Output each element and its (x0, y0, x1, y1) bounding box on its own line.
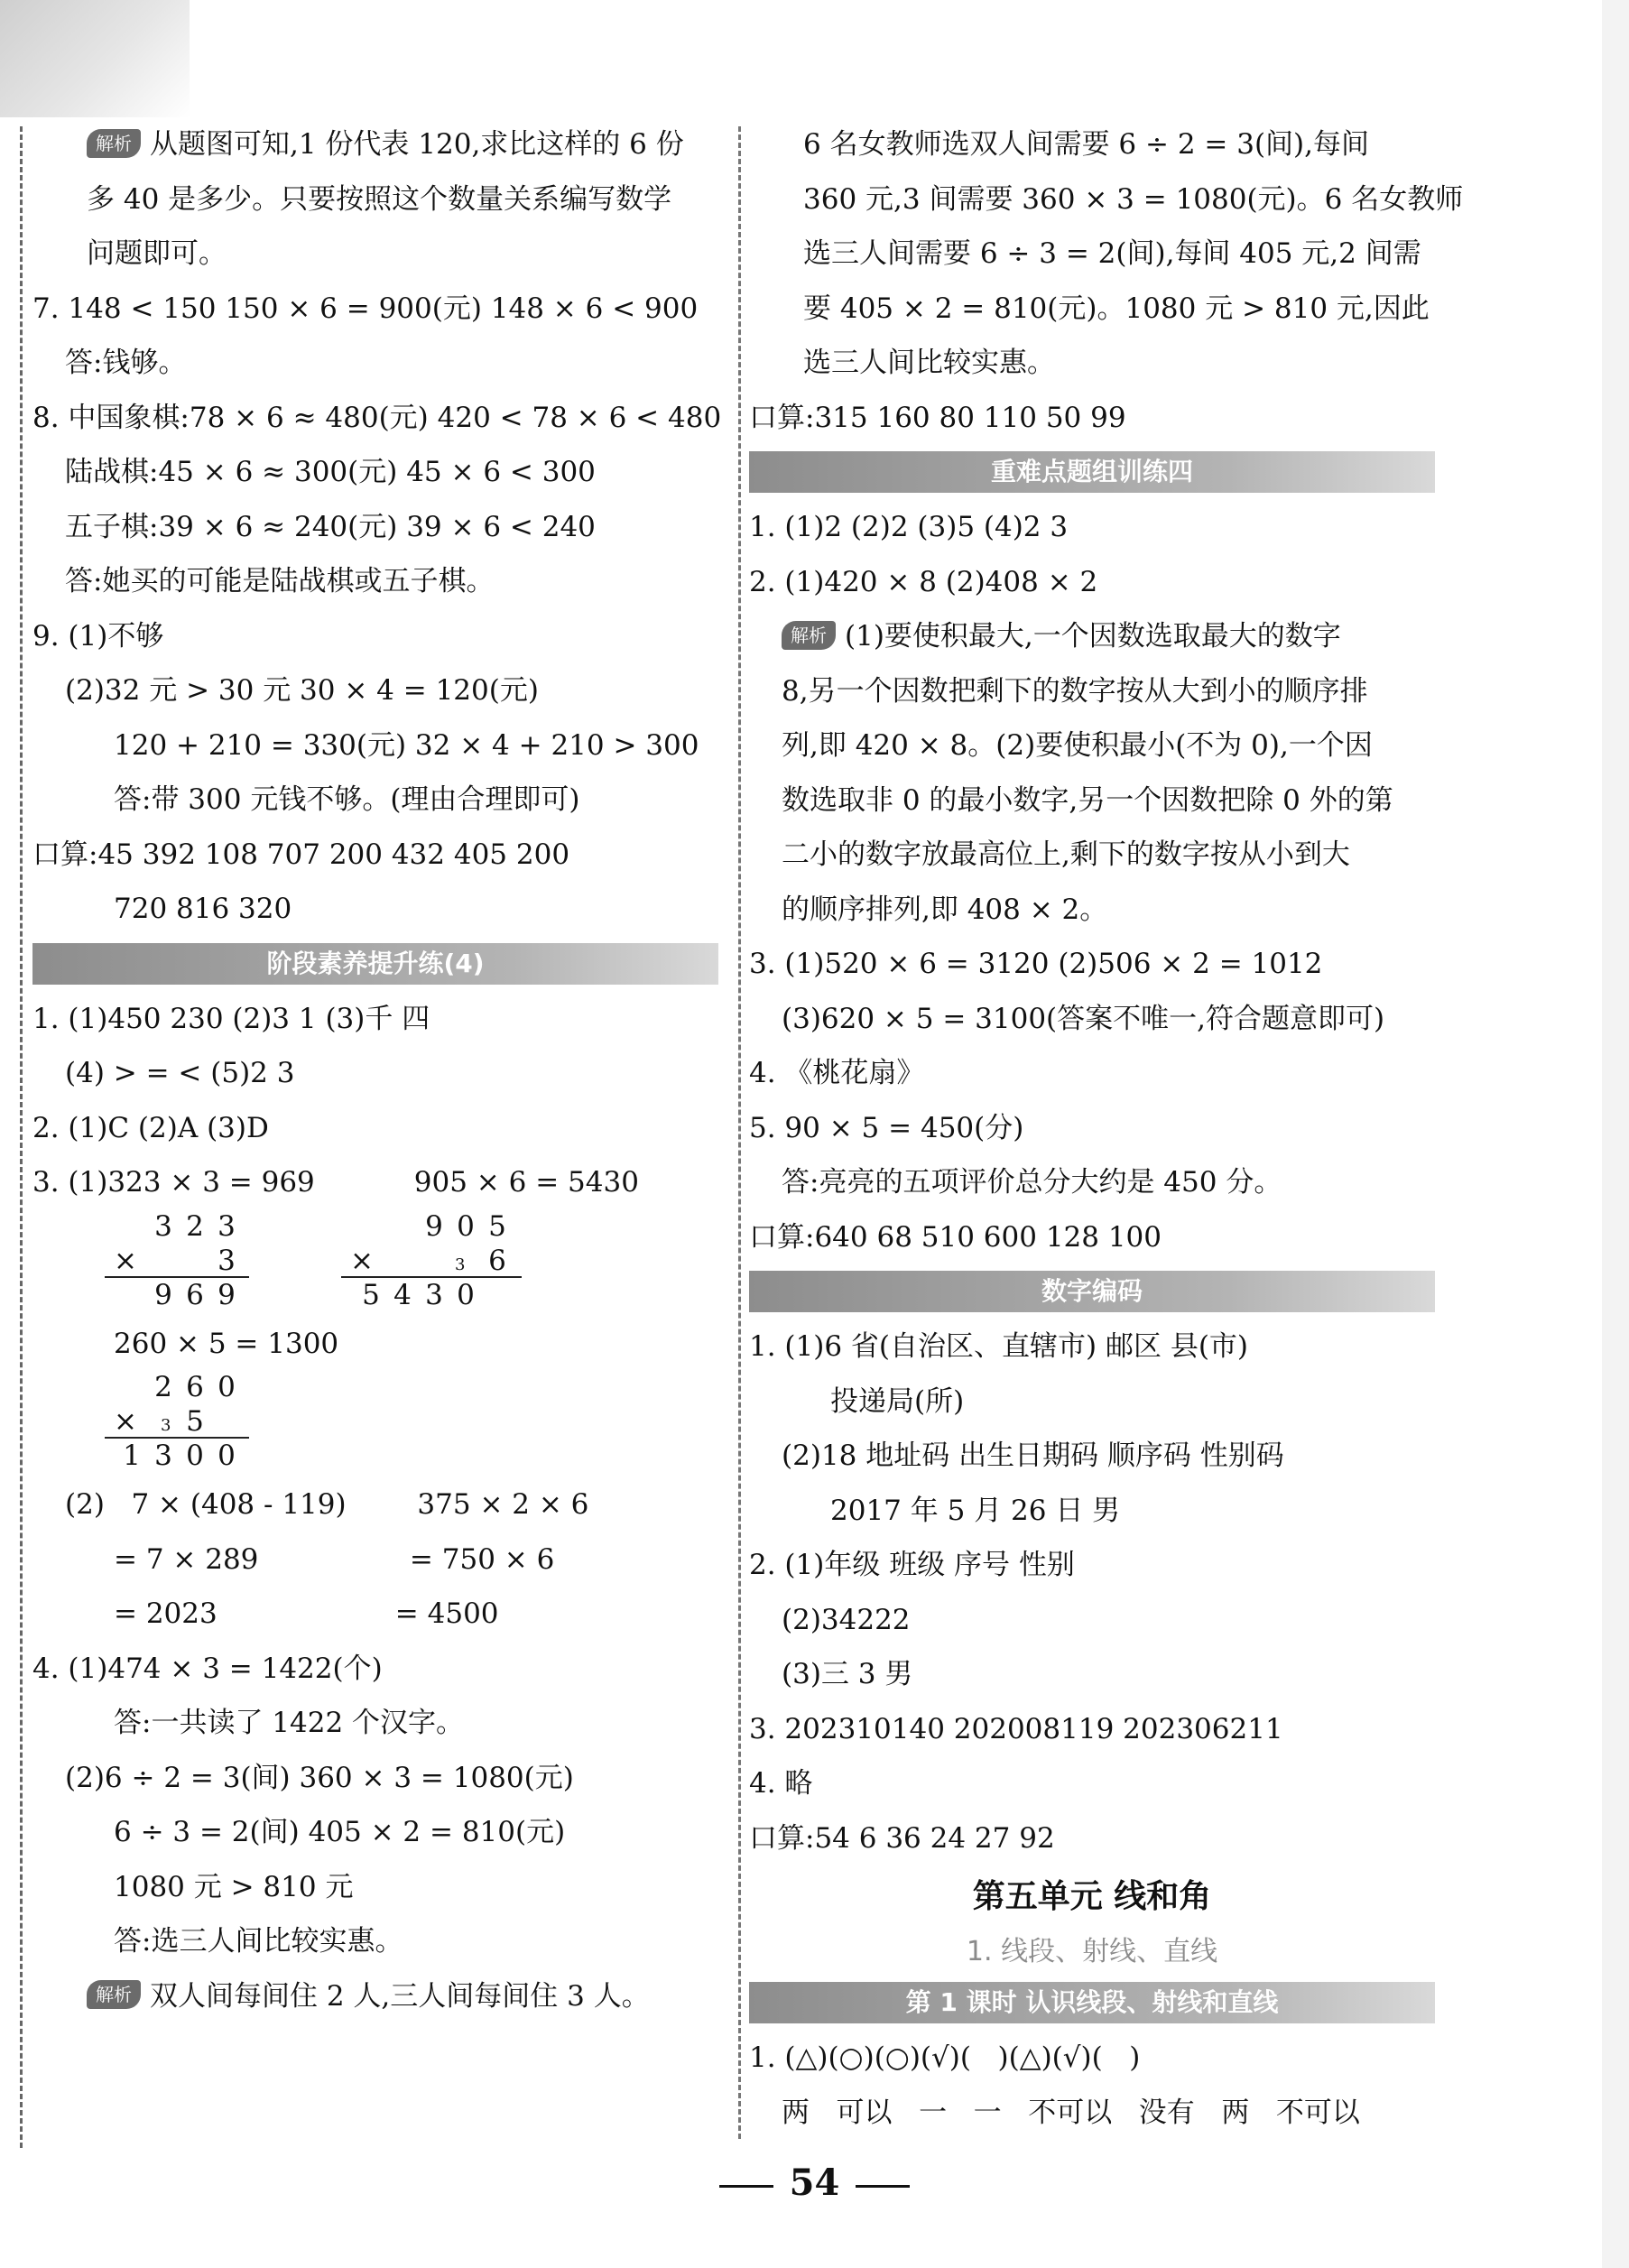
text-line: 1080 元 > 810 元 (114, 1870, 354, 1903)
digit: 0 (186, 1439, 204, 1472)
text-line: (3)三 3 男 (782, 1658, 913, 1690)
right-column (749, 117, 1464, 2140)
times-sign: × (114, 1405, 137, 1438)
digit: 9 (218, 1278, 236, 1311)
text-line: 9. (1)不够 (32, 619, 164, 653)
text-line: = 7 × 289 = 750 × 6 (114, 1542, 555, 1576)
text-line: 解析 (1)要使积最大,一个因数选取最大的数字 (749, 609, 1435, 664)
text-line: 3. 202310140 202008119 202306211 (749, 1712, 1283, 1745)
text-line: 口算:315 160 80 110 50 99 (749, 401, 1126, 434)
text-line: 口算:45 392 108 707 200 432 405 200 (32, 838, 570, 871)
digit: 5 (488, 1209, 506, 1243)
text-line: 答:一共读了 1422 个汉字。 (114, 1707, 465, 1739)
text-line: = 2023 = 4500 (114, 1597, 499, 1630)
text-line: 答:亮亮的五项评价总分大约是 450 分。 (782, 1166, 1282, 1199)
section-banner: 阶段素养提升练(4) (32, 943, 718, 985)
digit: 0 (457, 1209, 475, 1243)
text-line: 3. (1)520 × 6 = 3120 (2)506 × 2 = 1012 (749, 948, 1323, 980)
section-banner: 重难点题组训练四 (749, 451, 1435, 493)
section-banner: 第 1 课时 认识线段、射线和直线 (749, 1982, 1435, 2023)
digit: 3 (154, 1439, 172, 1472)
digit: 0 (218, 1439, 236, 1472)
text-line: 列,即 420 × 8。(2)要使积最小(不为 0),一个因 (782, 729, 1373, 762)
text-line: 3. (1)323 × 3 = 969 905 × 6 = 5430 (32, 1166, 639, 1199)
text-line: 五子棋:39 × 6 ≈ 240(元) 39 × 6 < 240 (65, 510, 596, 543)
text-line: (4) > = < (5)2 3 (65, 1057, 295, 1089)
text-line: 数选取非 0 的最小数字,另一个因数把除 0 外的第 (782, 783, 1393, 817)
text-line: 选三人间比较实惠。 (803, 347, 1055, 379)
digit: 9 (154, 1278, 172, 1311)
text-line: (2)32 元 > 30 元 30 × 4 = 120(元) (65, 674, 539, 707)
jiexi-badge: 解析 (782, 621, 836, 650)
text-line: 6 ÷ 3 = 2(间) 405 × 2 = 810(元) (114, 1816, 566, 1848)
text-line: 口算:54 6 36 24 27 92 (749, 1821, 1055, 1855)
text-line: (2) 7 × (408 - 119) 375 × 2 × 6 (65, 1488, 589, 1521)
digit: 9 (425, 1209, 443, 1243)
rule-line (341, 1276, 522, 1278)
text-line: (2)34222 (782, 1603, 911, 1636)
column-divider (738, 126, 741, 2139)
text-line: 答:钱够。 (65, 347, 187, 379)
text-line: 720 816 320 (114, 893, 292, 925)
text-line: 解析 双人间每间住 2 人,三人间每间住 3 人。 (32, 1969, 718, 2024)
text-line: 8. 中国象棋:78 × 6 ≈ 480(元) 420 < 78 × 6 < 480 (32, 401, 722, 434)
text-line: 陆战棋:45 × 6 ≈ 300(元) 45 × 6 < 300 (65, 456, 596, 488)
unit-title: 第五单元 线和角 (972, 1878, 1212, 1915)
vertical-multiplication-row (32, 1209, 718, 1311)
text-line: 1. (1)2 (2)2 (3)5 (4)2 3 (749, 511, 1069, 543)
vertical-multiplication (32, 1371, 718, 1472)
corner-decoration (0, 0, 190, 117)
left-margin-divider (20, 126, 23, 2148)
digit: 6 (488, 1244, 506, 1277)
page-number: 54 (0, 2162, 1629, 2204)
text-line: 4. (1)474 × 3 = 1422(个) (32, 1652, 383, 1685)
text-line: 要 405 × 2 = 810(元)。1080 元 > 810 元,因此 (803, 292, 1430, 325)
lesson-subtitle: 1. 线段、射线、直线 (966, 1936, 1218, 1967)
digit: 3 (154, 1209, 172, 1243)
text-line: 7. 148 < 150 150 × 6 = 900(元) 148 × 6 < 900 (32, 292, 699, 325)
jiexi-badge: 解析 (87, 1980, 141, 2009)
text-line: 口算:640 68 510 600 128 100 (749, 1220, 1162, 1254)
digit: 4 (393, 1278, 412, 1311)
text-line: 选三人间需要 6 ÷ 3 = 2(间),每间 405 元,2 间需 (803, 237, 1421, 270)
text-line: 二小的数字放最高位上,剩下的数字按从小到大 (782, 838, 1350, 871)
text-line: 2017 年 5 月 26 日 男 (830, 1494, 1121, 1527)
text-line: 4. 《桃花扇》 (749, 1057, 925, 1089)
text-line: 5. 90 × 5 = 450(分) (749, 1111, 1024, 1144)
page-number-dash (856, 2185, 910, 2188)
text-line: 答:带 300 元钱不够。(理由合理即可) (114, 783, 580, 816)
text-line: 的顺序排列,即 408 × 2。 (782, 893, 1108, 926)
times-sign: × (350, 1244, 374, 1277)
digit: 3 (425, 1278, 443, 1311)
text-line: 1. (△)(○)(○)(√)( )(△)(√)( ) (749, 2041, 1141, 2074)
text-line: (2)18 地址码 出生日期码 顺序码 性别码 (782, 1439, 1284, 1472)
digit: 3 (218, 1244, 236, 1277)
digit: 5 (186, 1405, 204, 1438)
digit: 2 (154, 1371, 172, 1403)
text-line: 2. (1)C (2)A (3)D (32, 1111, 269, 1144)
text-line: 两 可以 一 一 不可以 没有 两 不可以 (782, 2096, 1360, 2129)
carry-digit: 3 (161, 1416, 171, 1435)
text-line: 6 名女教师选双人间需要 6 ÷ 2 = 3(间),每间 (803, 128, 1370, 161)
text-line: 260 × 5 = 1300 (114, 1327, 339, 1360)
digit: 2 (186, 1209, 204, 1243)
text-line: 4. 略 (749, 1767, 813, 1800)
text-line: 2. (1)年级 班级 序号 性别 (749, 1549, 1075, 1581)
section-banner: 数字编码 (749, 1271, 1435, 1312)
rule-line (105, 1276, 249, 1278)
page-number-dash (719, 2185, 773, 2188)
text-line: 投递局(所) (830, 1384, 965, 1418)
text-line: 8,另一个因数把剩下的数字按从大到小的顺序排 (782, 674, 1368, 708)
times-sign: × (114, 1244, 137, 1277)
text-line: 解析 从题图可知,1 份代表 120,求比这样的 6 份 (32, 117, 718, 172)
rule-line (105, 1437, 249, 1439)
text-line: 1. (1)6 省(自治区、直辖市) 邮区 县(市) (749, 1330, 1249, 1363)
left-column (32, 117, 722, 2023)
text-line: 答:她买的可能是陆战棋或五子棋。 (65, 565, 495, 597)
carry-digit: 3 (455, 1254, 466, 1274)
digit: 0 (218, 1371, 236, 1403)
text-line: (2)6 ÷ 2 = 3(间) 360 × 3 = 1080(元) (65, 1761, 574, 1794)
text-line: 120 + 210 = 330(元) 32 × 4 + 210 > 300 (114, 728, 699, 762)
text-line: 问题即可。 (87, 237, 227, 270)
digit: 1 (123, 1439, 141, 1472)
digit: 0 (457, 1278, 475, 1311)
text-line: 360 元,3 间需要 360 × 3 = 1080(元)。6 名女教师 (803, 182, 1464, 216)
text-line: 答:选三人间比较实惠。 (114, 1925, 403, 1958)
text-line: 多 40 是多少。只要按照这个数量关系编写数学 (87, 182, 672, 216)
text-line: (3)620 × 5 = 3100(答案不唯一,符合题意即可) (782, 1002, 1385, 1035)
digit: 3 (218, 1209, 236, 1243)
digit: 5 (362, 1278, 380, 1311)
digit: 6 (186, 1278, 204, 1311)
digit: 6 (186, 1371, 204, 1403)
text-line: 1. (1)450 230 (2)3 1 (3)千 四 (32, 1002, 430, 1035)
jiexi-badge: 解析 (87, 129, 141, 158)
page-edge-shadow (1602, 0, 1629, 2268)
text-line: 2. (1)420 × 8 (2)408 × 2 (749, 565, 1098, 598)
